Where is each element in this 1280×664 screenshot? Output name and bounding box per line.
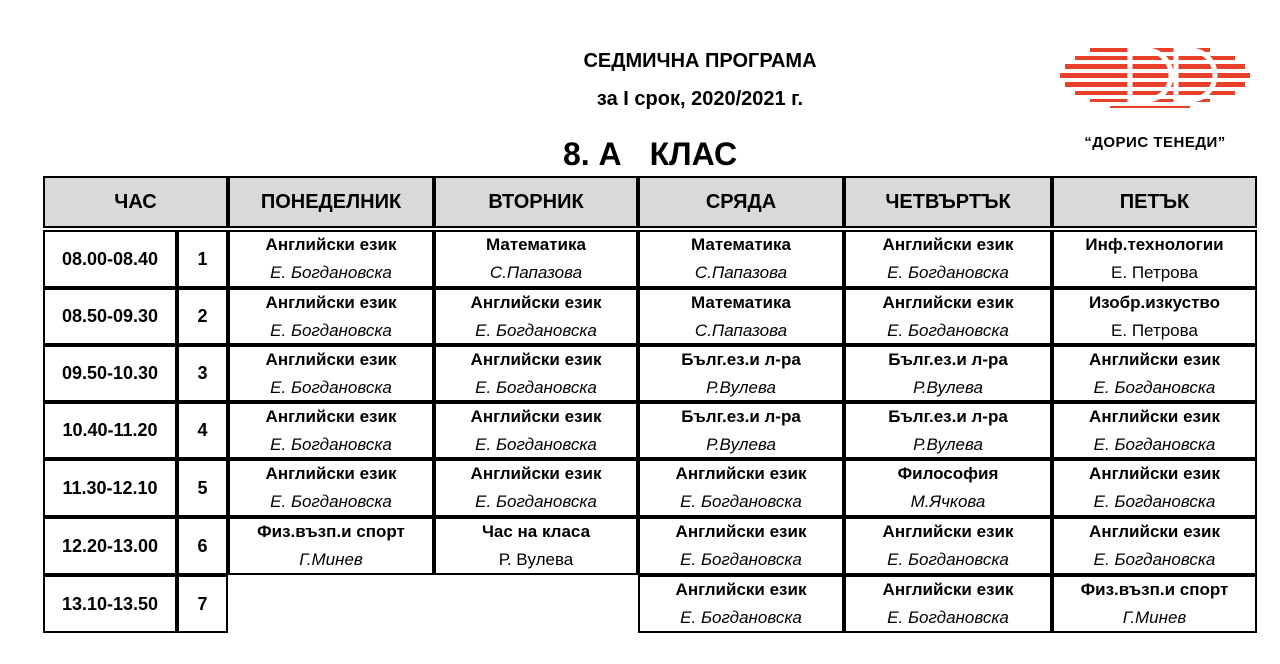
lesson-cell	[844, 345, 1052, 402]
subject-name: Бълг.ез.и л-ра	[681, 350, 801, 369]
subject-name: Английски език	[470, 407, 602, 426]
lesson-cell	[1052, 459, 1257, 517]
teacher-name: Е. Богдановска	[475, 321, 597, 340]
class-word: КЛАС	[649, 136, 738, 172]
subject-name: Бълг.ез.и л-ра	[888, 350, 1008, 369]
teacher-name: Е. Богдановска	[270, 378, 392, 397]
subject-name: Час на класа	[481, 522, 591, 541]
subject-name: Английски език	[265, 464, 397, 483]
teacher-name: Е. Петрова	[1111, 321, 1198, 340]
lesson-cell	[228, 230, 434, 288]
class-number: 8. А	[562, 136, 622, 172]
lesson-number: 6	[177, 517, 228, 575]
teacher-name: Е. Богдановска	[680, 550, 802, 569]
lesson-time: 11.30-12.10	[43, 459, 177, 517]
subject-name: Английски език	[265, 350, 397, 369]
teacher-name: Г.Минев	[1122, 608, 1187, 627]
lesson-cell	[434, 345, 638, 402]
teacher-name: Е. Богдановска	[1093, 550, 1216, 569]
lesson-cell	[844, 575, 1052, 633]
subject-name: Физ.възп.и спорт	[1080, 580, 1229, 599]
subject-name: Английски език	[470, 293, 602, 312]
lesson-cell	[228, 402, 434, 459]
lesson-time: 08.50-09.30	[43, 288, 177, 345]
teacher-name: Р.Вулева	[706, 378, 776, 397]
lesson-cell	[434, 517, 638, 575]
lesson-number: 3	[177, 345, 228, 402]
teacher-name: Е. Богдановска	[680, 492, 802, 511]
subject-name: Бълг.ез.и л-ра	[888, 407, 1008, 426]
teacher-name: Е. Богдановска	[1093, 492, 1216, 511]
column-header-day: ПОНЕДЕЛНИК	[228, 176, 434, 228]
subject-name: Инф.технологии	[1085, 235, 1224, 254]
teacher-name: Е. Богдановска	[475, 492, 597, 511]
lesson-cell	[228, 459, 434, 517]
teacher-name: Г.Минев	[299, 550, 363, 569]
column-header-day: ЧЕТВЪРТЪК	[844, 176, 1052, 228]
subject-name: Английски език	[1089, 407, 1220, 426]
column-header-day: ВТОРНИК	[434, 176, 638, 228]
subject-name: Физ.възп.и спорт	[257, 522, 405, 541]
term-subtitle: за I срок, 2020/2021 г.	[596, 88, 804, 110]
column-header-hour: ЧАС	[43, 176, 228, 228]
teacher-name: Е. Богдановска	[270, 435, 392, 454]
subject-name: Английски език	[1089, 464, 1220, 483]
teacher-name: С.Папазова	[694, 263, 788, 282]
lesson-cell	[844, 230, 1052, 288]
lesson-cell	[844, 517, 1052, 575]
lesson-cell	[1052, 517, 1257, 575]
subject-name: Английски език	[882, 235, 1014, 254]
teacher-name: Е. Богдановска	[1093, 378, 1216, 397]
lesson-time: 13.10-13.50	[43, 575, 177, 633]
lesson-cell	[638, 402, 844, 459]
lesson-cell	[434, 288, 638, 345]
subject-name: Математика	[486, 235, 586, 254]
teacher-name: С.Папазова	[694, 321, 788, 340]
column-header-day: ПЕТЪК	[1052, 176, 1257, 228]
subject-name: Английски език	[882, 293, 1014, 312]
lesson-cell	[844, 459, 1052, 517]
lesson-time: 10.40-11.20	[43, 402, 177, 459]
teacher-name: Е. Богдановска	[475, 435, 597, 454]
subject-name: Философия	[897, 464, 999, 483]
teacher-name: Е. Богдановска	[887, 263, 1009, 282]
teacher-name: Е. Петрова	[1111, 263, 1198, 282]
lesson-number: 4	[177, 402, 228, 459]
subject-name: Английски език	[470, 350, 602, 369]
school-logo-icon	[1060, 44, 1250, 114]
lesson-cell	[434, 230, 638, 288]
subject-name: Английски език	[470, 464, 602, 483]
teacher-name: Е. Богдановска	[270, 321, 392, 340]
teacher-name: Р.Вулева	[913, 378, 983, 397]
lesson-cell	[1052, 230, 1257, 288]
subject-name: Английски език	[882, 580, 1014, 599]
lesson-cell	[228, 517, 434, 575]
subject-name: Английски език	[265, 235, 397, 254]
lesson-number: 7	[177, 575, 228, 633]
teacher-name: С.Папазова	[489, 263, 583, 282]
lesson-time: 09.50-10.30	[43, 345, 177, 402]
column-header-day: СРЯДА	[638, 176, 844, 228]
teacher-name: Р.Вулева	[706, 435, 776, 454]
subject-name: Английски език	[265, 407, 397, 426]
teacher-name: Е. Богдановска	[680, 608, 802, 627]
teacher-name: Е. Богдановска	[887, 550, 1009, 569]
lesson-cell	[638, 575, 844, 633]
lesson-cell	[434, 402, 638, 459]
lesson-number: 1	[177, 230, 228, 288]
class-title	[450, 136, 850, 173]
lesson-cell	[1052, 575, 1257, 633]
lesson-cell	[1052, 288, 1257, 345]
subject-name: Английски език	[675, 580, 807, 599]
subject-name: Английски език	[1089, 350, 1220, 369]
subject-name: Математика	[691, 235, 791, 254]
lesson-cell	[844, 402, 1052, 459]
lesson-time: 12.20-13.00	[43, 517, 177, 575]
lesson-cell	[844, 288, 1052, 345]
lesson-cell	[638, 288, 844, 345]
subject-name: Бълг.ез.и л-ра	[681, 407, 801, 426]
teacher-name: Е. Богдановска	[1093, 435, 1216, 454]
teacher-name: Е. Богдановска	[887, 608, 1009, 627]
teacher-name: Р. Вулева	[498, 550, 574, 569]
teacher-name: Е. Богдановска	[887, 321, 1009, 340]
lesson-cell	[228, 345, 434, 402]
subject-name: Английски език	[882, 522, 1014, 541]
teacher-name: Е. Богдановска	[270, 492, 392, 511]
teacher-name: Е. Богдановска	[475, 378, 597, 397]
lesson-number: 5	[177, 459, 228, 517]
teacher-name: Р.Вулева	[913, 435, 983, 454]
subject-name: Английски език	[1089, 522, 1220, 541]
subject-name: Английски език	[265, 293, 397, 312]
lesson-cell	[638, 459, 844, 517]
lesson-cell	[1052, 345, 1257, 402]
subject-name: Английски език	[675, 464, 807, 483]
subject-name: Математика	[691, 293, 791, 312]
school-name: “ДОРИС ТЕНЕДИ”	[1084, 134, 1226, 151]
subject-name: Английски език	[675, 522, 807, 541]
lesson-cell	[228, 288, 434, 345]
lesson-time: 08.00-08.40	[43, 230, 177, 288]
lesson-cell	[434, 459, 638, 517]
lesson-cell	[1052, 402, 1257, 459]
subject-name: Изобр.изкуство	[1088, 293, 1221, 312]
lesson-cell	[638, 517, 844, 575]
lesson-cell	[638, 345, 844, 402]
lesson-cell	[638, 230, 844, 288]
page-title: СЕДМИЧНА ПРОГРАМА	[583, 50, 817, 72]
teacher-name: Е. Богдановска	[270, 263, 392, 282]
lesson-number: 2	[177, 288, 228, 345]
teacher-name: М.Ячкова	[910, 492, 986, 511]
